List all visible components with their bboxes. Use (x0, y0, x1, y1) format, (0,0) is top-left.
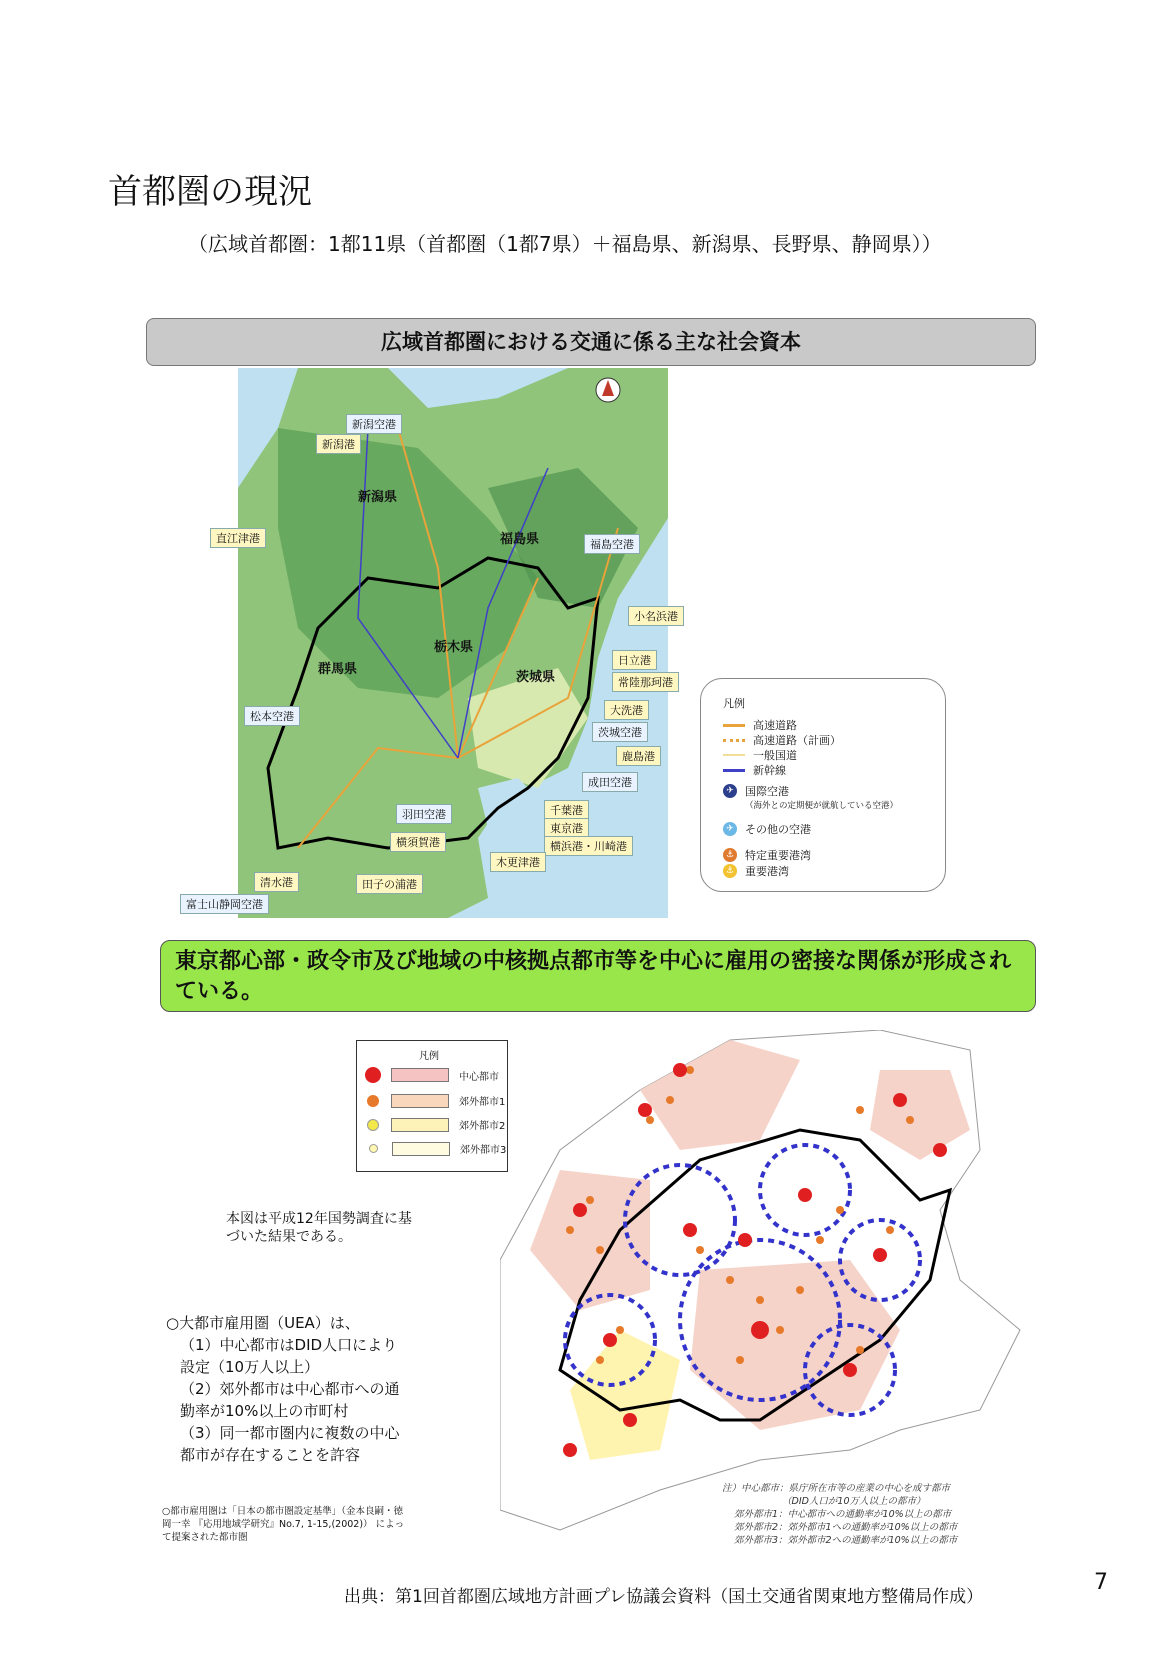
port-label: 千葉港 (544, 800, 589, 820)
census-note: 本図は平成12年国勢調査に基づいた結果である。 (226, 1211, 412, 1245)
legend-item-note: （海外との定期便が就航している空港） (745, 801, 899, 811)
legend-item: 国際空港 (745, 785, 789, 798)
uea-item: （1）中心都市はDID人口により設定（10万人以上） (180, 1336, 398, 1376)
port-label: 横須賀港 (390, 832, 446, 852)
prefecture-label: 群馬県 (318, 662, 358, 677)
port-label: 小名浜港 (628, 606, 684, 626)
employment-map-graphic (500, 1030, 1040, 1550)
legend-item: 特定重要港湾 (745, 849, 811, 862)
special-major-port-icon: ⚓ (723, 848, 737, 862)
legend-item: 高速道路 (753, 719, 797, 732)
port-label: 東京港 (544, 818, 589, 838)
employment-map-legend (356, 1040, 508, 1172)
employment-map-banner: 東京都心部・政令市及び地域の中核拠点都市等を中心に雇用の密接な関係が形成されている。 (160, 940, 1036, 1012)
map-footnote (722, 1482, 1022, 1547)
other-airport-icon: ✈ (723, 822, 737, 836)
port-label: 直江津港 (210, 528, 266, 548)
page-title: 首都圏の現況 (108, 172, 312, 212)
uea-item: （3）同一都市圏内に複数の中心都市が存在することを許容 (180, 1424, 400, 1464)
port-label: 鹿島港 (616, 746, 661, 766)
prefecture-label: 茨城県 (516, 670, 556, 685)
planned-expressway-line-icon (723, 739, 745, 742)
airport-label: 富士山静岡空港 (180, 894, 269, 914)
source-citation: 出典：第1回首都圏広域地方計画プレ協議会資料（国土交通省関東地方整備局作成） (344, 1587, 984, 1607)
airport-label: 羽田空港 (396, 804, 452, 824)
port-label: 新潟港 (316, 434, 361, 454)
prefecture-label: 福島県 (500, 532, 540, 547)
airport-label: 福島空港 (584, 534, 640, 554)
shinkansen-line-icon (723, 769, 745, 772)
port-label: 田子の浦港 (356, 874, 423, 894)
footnote-line: 注）中心都市：県庁所在市等の産業の中心を成す都市 (722, 1483, 951, 1494)
legend-item: 郊外都市3 (460, 1145, 507, 1156)
airport-label: 新潟空港 (346, 414, 402, 434)
prefecture-label: 栃木県 (434, 640, 474, 655)
transport-map-banner: 広域首都圏における交通に係る主な社会資本 (146, 318, 1036, 366)
expressway-line-icon (723, 724, 745, 727)
suburb3-swatch (392, 1142, 450, 1156)
page-subtitle: （広域首都圏：1都11県（首都圏（1都7県）＋福島県、新潟県、長野県、静岡県）） (188, 232, 942, 256)
suburb2-dot-icon (367, 1119, 379, 1131)
legend-item: 郊外都市1 (459, 1097, 506, 1108)
legend-item: 高速道路（計画） (753, 734, 841, 747)
uea-definition (166, 1312, 426, 1466)
legend-item: 重要港湾 (745, 865, 789, 878)
port-label: 常陸那珂港 (612, 672, 679, 692)
legend-item: 中心都市 (459, 1071, 499, 1083)
port-label: 木更津港 (490, 852, 546, 872)
national-road-line-icon (723, 754, 745, 756)
legend-title: 凡例 (723, 697, 745, 710)
suburb3-dot-icon (369, 1144, 378, 1153)
footnote-line: 郊外都市2：郊外都市1への通勤率が10%以上の都市 (734, 1522, 958, 1533)
footnote-line: 郊外都市1：中心都市への通勤率が10%以上の都市 (734, 1509, 952, 1520)
suburb1-dot-icon (367, 1095, 379, 1107)
legend-item: その他の空港 (745, 823, 811, 836)
legend-item: 一般国道 (753, 749, 797, 762)
uea-reference: ○都市雇用圏は「日本の都市圏設定基準」（金本良嗣・徳岡一幸 『応用地域学研究』No.7, 1-15,(2002)） によって提案された都市圏 (162, 1506, 405, 1543)
airport-label: 松本空港 (244, 706, 300, 726)
port-label: 横浜港・川崎港 (544, 836, 633, 856)
major-port-icon: ⚓ (723, 864, 737, 878)
port-label: 大洗港 (604, 700, 649, 720)
transport-map-legend (700, 678, 946, 892)
prefecture-label: 新潟県 (358, 490, 398, 505)
uea-heading: ○大都市雇用圏（UEA）は、 (166, 1314, 360, 1332)
international-airport-icon: ✈ (723, 784, 737, 798)
airport-label: 茨城空港 (592, 722, 648, 742)
core-city-swatch (391, 1068, 449, 1082)
suburb1-swatch (391, 1094, 449, 1108)
footnote-line: 郊外都市3：郊外都市2への通勤率が10%以上の都市 (734, 1535, 958, 1546)
legend-item: 郊外都市2 (459, 1121, 506, 1132)
port-label: 日立港 (612, 650, 657, 670)
legend-item: 新幹線 (753, 764, 786, 777)
suburb2-swatch (391, 1118, 449, 1132)
page-number: 7 (1094, 1570, 1108, 1595)
core-city-dot-icon (365, 1067, 381, 1083)
urban-employment-area-map (500, 1030, 1040, 1550)
uea-item: （2）郊外都市は中心都市への通勤率が10%以上の市町村 (180, 1380, 400, 1420)
port-label: 清水港 (254, 872, 299, 892)
footnote-line: （DID人口が10万人以上の都市） (782, 1496, 926, 1507)
legend-title: 凡例 (419, 1051, 439, 1062)
airport-label: 成田空港 (582, 772, 638, 792)
